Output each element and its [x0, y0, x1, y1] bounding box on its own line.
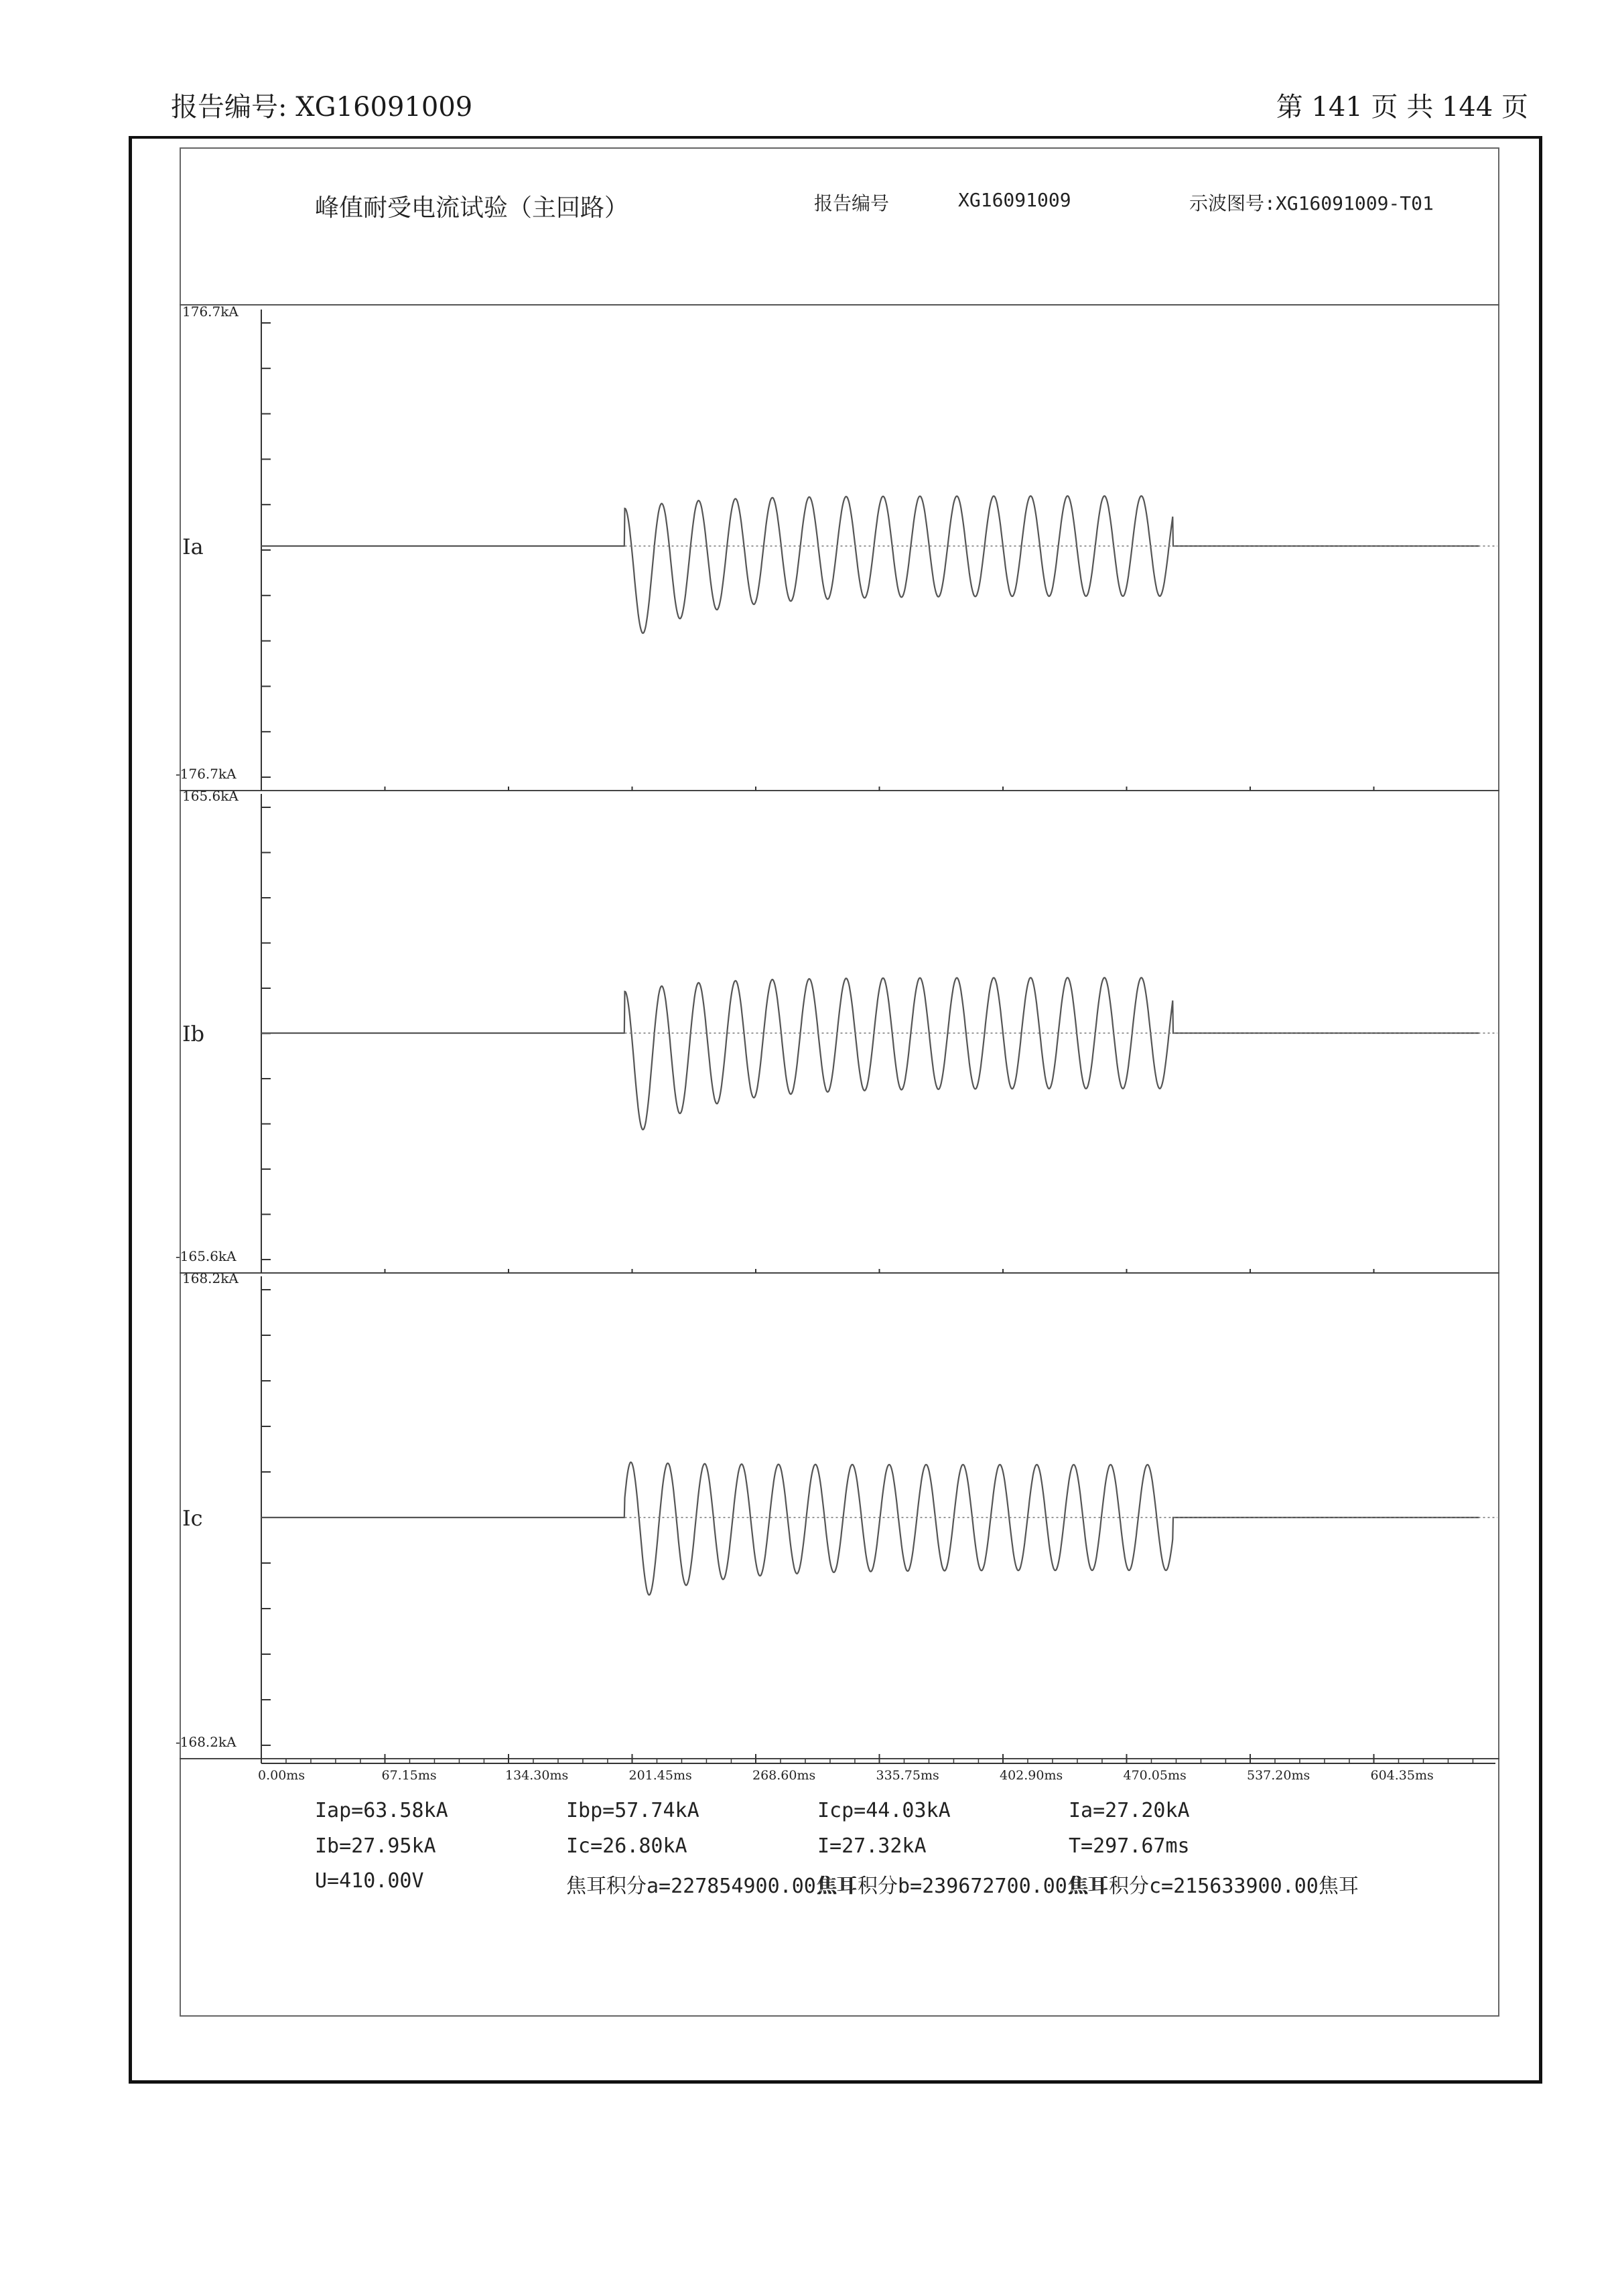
report-number-value: XG16091009 [958, 189, 1071, 211]
joule-integral-b: 焦耳积分b=239672700.00焦耳 [817, 1875, 1107, 1898]
measurement-u: U=410.00V [315, 1869, 424, 1893]
channel-label-ic: Ic [182, 1505, 203, 1531]
x-tick-label: 335.75ms [876, 1768, 939, 1783]
x-tick-label: 470.05ms [1123, 1768, 1187, 1783]
trace-ic [261, 1463, 1479, 1595]
trace-ib [261, 977, 1479, 1130]
x-tick-label: 537.20ms [1247, 1768, 1310, 1783]
ymax-label-ib: 165.6kA [182, 788, 239, 804]
report-number-header: 报告编号: XG16091009 [171, 92, 473, 123]
x-tick-label: 402.90ms [1000, 1768, 1063, 1783]
measurement-ia: Ia=27.20kA [1069, 1799, 1190, 1822]
x-tick-label: 604.35ms [1370, 1768, 1434, 1783]
ymax-label-ia: 176.7kA [182, 303, 239, 320]
x-tick-label: 268.60ms [752, 1768, 816, 1783]
measurement-ib: Ib=27.95kA [315, 1834, 436, 1858]
measurement-i: I=27.32kA [817, 1834, 927, 1858]
x-tick-label: 67.15ms [381, 1768, 437, 1783]
measurement-ic: Ic=26.80kA [566, 1834, 687, 1858]
x-tick-label: 201.45ms [628, 1768, 692, 1783]
x-tick-label: 134.30ms [505, 1768, 569, 1783]
measurement-iap: Iap=63.58kA [315, 1799, 448, 1822]
ymin-label-ia: -176.7kA [176, 766, 237, 782]
channel-label-ib: Ib [182, 1021, 205, 1046]
channel-label-ia: Ia [182, 534, 204, 559]
measurement-icp: Icp=44.03kA [817, 1799, 951, 1822]
measurement-t: T=297.67ms [1069, 1834, 1190, 1858]
page-number: 第 141 页 共 144 页 [1276, 92, 1528, 123]
measurement-ibp: Ibp=57.74kA [566, 1799, 699, 1822]
ymin-label-ic: -168.2kA [176, 1734, 237, 1750]
ymin-label-ib: -165.6kA [176, 1248, 237, 1264]
joule-integral-a: 焦耳积分a=227854900.00焦耳 [566, 1875, 856, 1898]
trace-ia [261, 496, 1479, 633]
report-number-label: 报告编号 [814, 192, 890, 214]
chart-title: 峰值耐受电流试验（主回路） [315, 194, 629, 222]
x-tick-label: 0.00ms [258, 1768, 306, 1783]
ymax-label-ic: 168.2kA [182, 1270, 239, 1286]
joule-integral-c: 焦耳积分c=215633900.00焦耳 [1069, 1875, 1359, 1898]
waveform-id: 示波图号:XG16091009-T01 [1189, 192, 1434, 214]
